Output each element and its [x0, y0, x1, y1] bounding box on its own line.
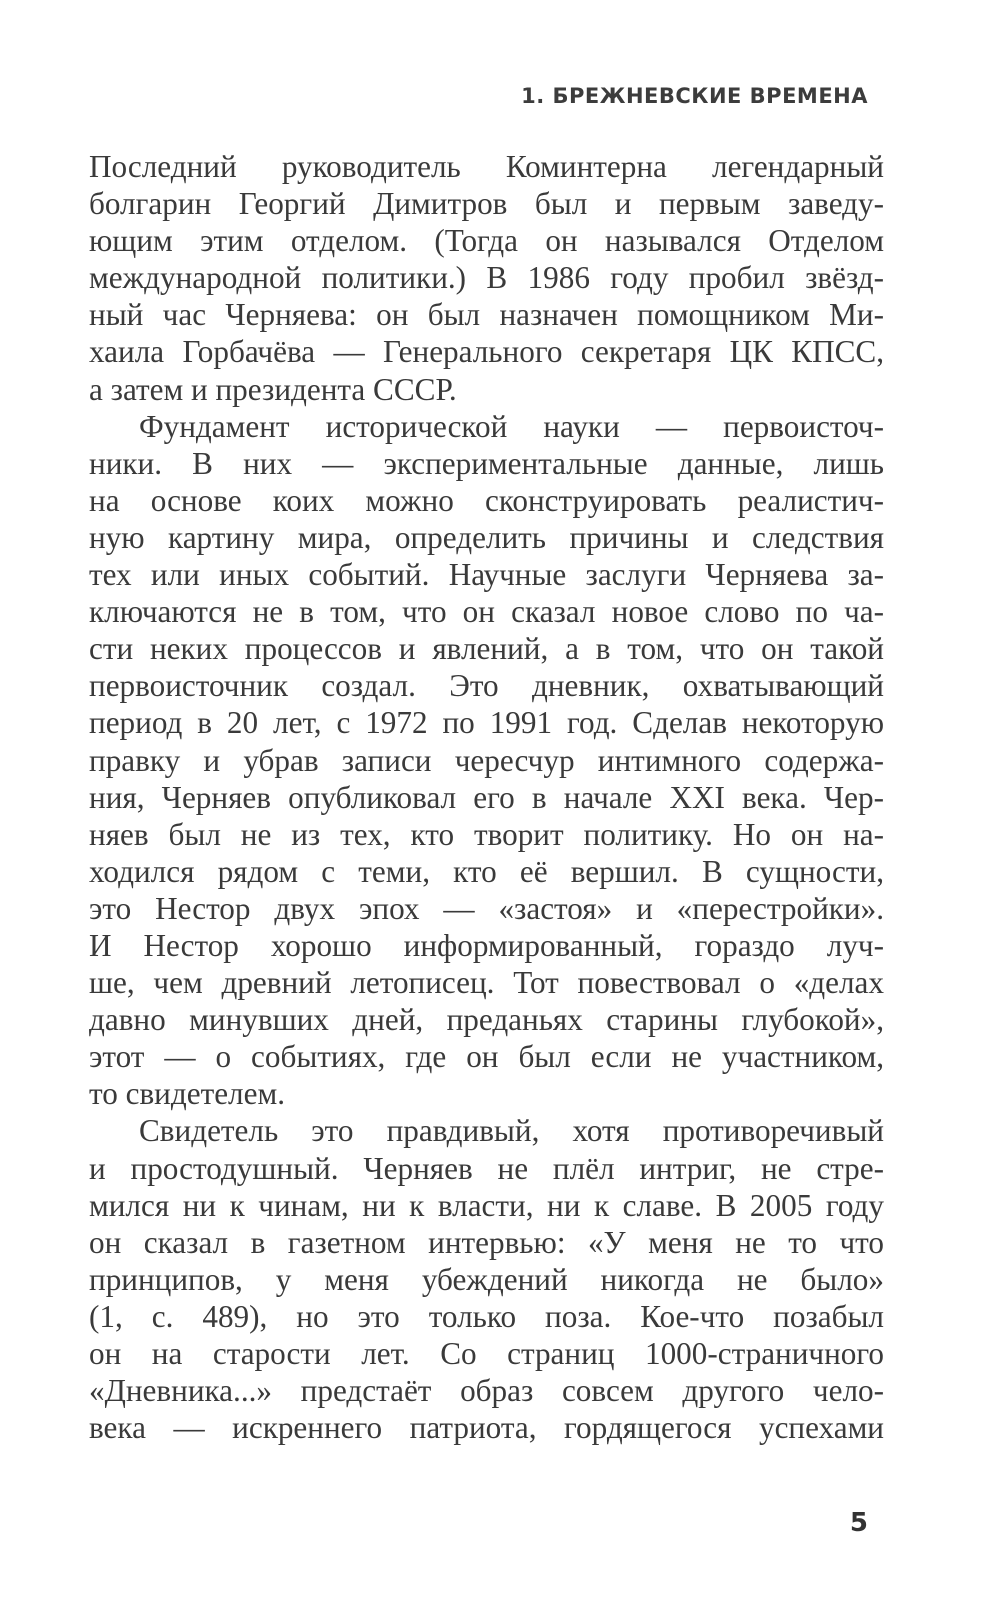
text-line: первоисточник создал. Это дневник, охватывающий [89, 668, 884, 704]
text-line: он на старости лет. Со страниц 1000-страничного [89, 1336, 884, 1371]
text-line: он сказал в газетном интервью: «У меня не то что [89, 1224, 884, 1260]
page-number: 5 [849, 1508, 868, 1538]
text-line: няев был не из тех, кто творит политику. Но он на- [89, 816, 884, 852]
text-line: этот — о событиях, где он был если не участником, [89, 1039, 884, 1075]
text-line: (1, с. 489), но это только поза. Кое-что позабыл [89, 1298, 884, 1334]
body-text [89, 148, 884, 1446]
text-line: и простодушный. Черняев не плёл интриг, не стре- [89, 1150, 884, 1186]
paragraph-2 [89, 408, 884, 1113]
running-header: 1. БРЕЖНЕВСКИЕ ВРЕМЕНА [521, 84, 868, 108]
text-line: принципов, у меня убеждений никогда не было» [89, 1261, 884, 1297]
text-line: мился ни к чинам, ни к власти, ни к славе. В 2005 году [89, 1187, 884, 1223]
text-line: правку и убрав записи чересчур интимного содержа- [89, 742, 884, 778]
text-line: ный час Черняева: он был назначен помощником Ми- [89, 297, 884, 333]
text-line: болгарин Георгий Димитров был и первым заведу- [89, 186, 884, 222]
paragraph-1 [89, 148, 884, 408]
text-line: хаила Горбачёва — Генерального секретаря ЦК КПСС, [89, 334, 884, 370]
text-line: давно минувших дней, преданьях старины глубокой», [89, 1002, 884, 1038]
text-line: Фундамент исторической науки — первоисточ- [139, 408, 884, 444]
text-line: Свидетель это правдивый, хотя противоречивый [139, 1113, 884, 1149]
text-line: сти неких процессов и явлений, а в том, что он такой [89, 631, 884, 667]
text-line: ния, Черняев опубликовал его в начале XXI века. Чер- [89, 779, 884, 815]
text-line: а затем и президента СССР. [89, 371, 457, 407]
text-line: период в 20 лет, с 1972 по 1991 год. Сделав некоторую [89, 705, 884, 741]
text-line: «Дневника...» предстаёт образ совсем другого чело- [89, 1373, 884, 1409]
text-line: то свидетелем. [89, 1076, 285, 1112]
text-line: ники. В них — экспериментальные данные, лишь [89, 445, 884, 481]
text-line: ходился рядом с теми, кто её вершил. В сущности, [89, 853, 884, 889]
text-line: Последний руководитель Коминтерна легендарный [89, 149, 884, 184]
text-line: века — искреннего патриота, гордящегося успехами [89, 1410, 884, 1446]
text-line: ше, чем древний летописец. Тот повествовал о «делах [89, 965, 884, 1001]
text-line: на основе коих можно сконструировать реалистич- [89, 482, 884, 518]
text-line: ключаются не в том, что он сказал новое слово по ча- [89, 594, 884, 630]
text-line: международной политики.) В 1986 году пробил звёзд- [89, 260, 884, 296]
paragraph-3 [89, 1112, 884, 1446]
text-line: И Нестор хорошо информированный, гораздо луч- [89, 927, 884, 963]
text-line: это Нестор двух эпох — «застоя» и «перестройки». [89, 890, 884, 926]
text-line: тех или иных событий. Научные заслуги Черняева за- [89, 557, 884, 593]
text-line: ную картину мира, определить причины и следствия [89, 519, 884, 555]
text-line: ющим этим отделом. (Тогда он назывался Отделом [89, 223, 884, 259]
